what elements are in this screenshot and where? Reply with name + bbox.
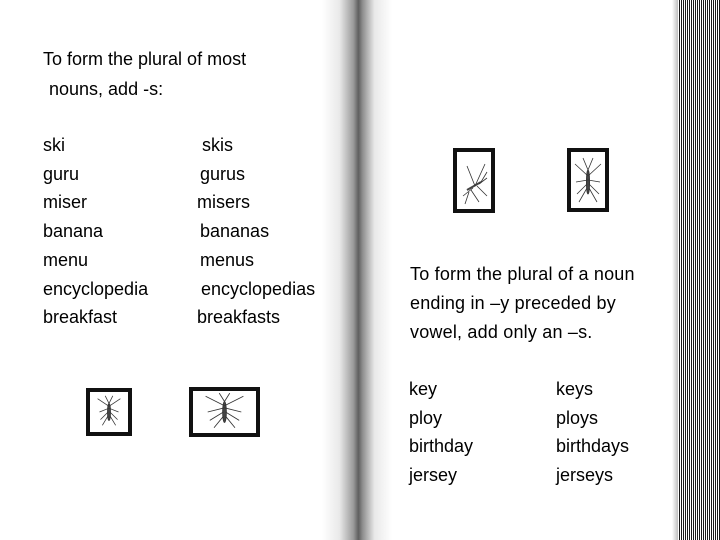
right-intro-line3: vowel, add only an –s. [410,322,593,342]
left-intro-line2 [43,74,246,104]
right-intro-line2: ending in –y preceded by [410,293,616,313]
list-item: breakfasts [197,307,281,328]
list-item: breakfast [43,307,118,328]
page-edges [678,0,720,540]
left-intro-line2-text: nouns, add -s: [49,79,164,99]
list-item: birthday [409,436,474,457]
list-item: guru [43,163,80,184]
left-intro [43,44,246,104]
right-singular-list [409,375,473,490]
list-item: encyclopedia [43,278,149,299]
right-plural-list [556,375,629,490]
insect-icon [457,152,491,209]
list-item: jerseys [556,465,614,486]
right-intro [410,260,635,347]
list-item: key [409,379,438,399]
list-item: banana [43,221,104,242]
list-item: birthdays [556,436,630,457]
insect-picture [453,148,495,213]
insect-icon [571,152,605,208]
list-item: gurus [200,163,246,184]
insect-icon [90,392,128,432]
list-item: ploys [556,407,599,428]
list-item: misers [197,192,250,213]
right-intro-line1: To form the plural of a noun [410,264,635,284]
list-item: bananas [200,221,270,242]
left-plural-list [197,131,315,332]
insect-picture [189,387,260,437]
insect-picture [86,388,132,436]
list-item: skis [202,135,233,155]
left-singular-list [43,131,148,332]
list-item: encyclopedias [201,278,316,299]
insect-picture [567,148,609,212]
list-item: ski [43,135,65,155]
list-item: ploy [409,407,443,428]
list-item: menu [43,249,89,270]
insect-icon [193,391,256,433]
list-item: menus [200,249,255,270]
list-item: keys [556,379,594,399]
list-item: jersey [409,465,458,486]
left-intro-line1: To form the plural of most [43,49,247,69]
list-item: miser [43,192,87,213]
book-gutter [322,0,392,540]
